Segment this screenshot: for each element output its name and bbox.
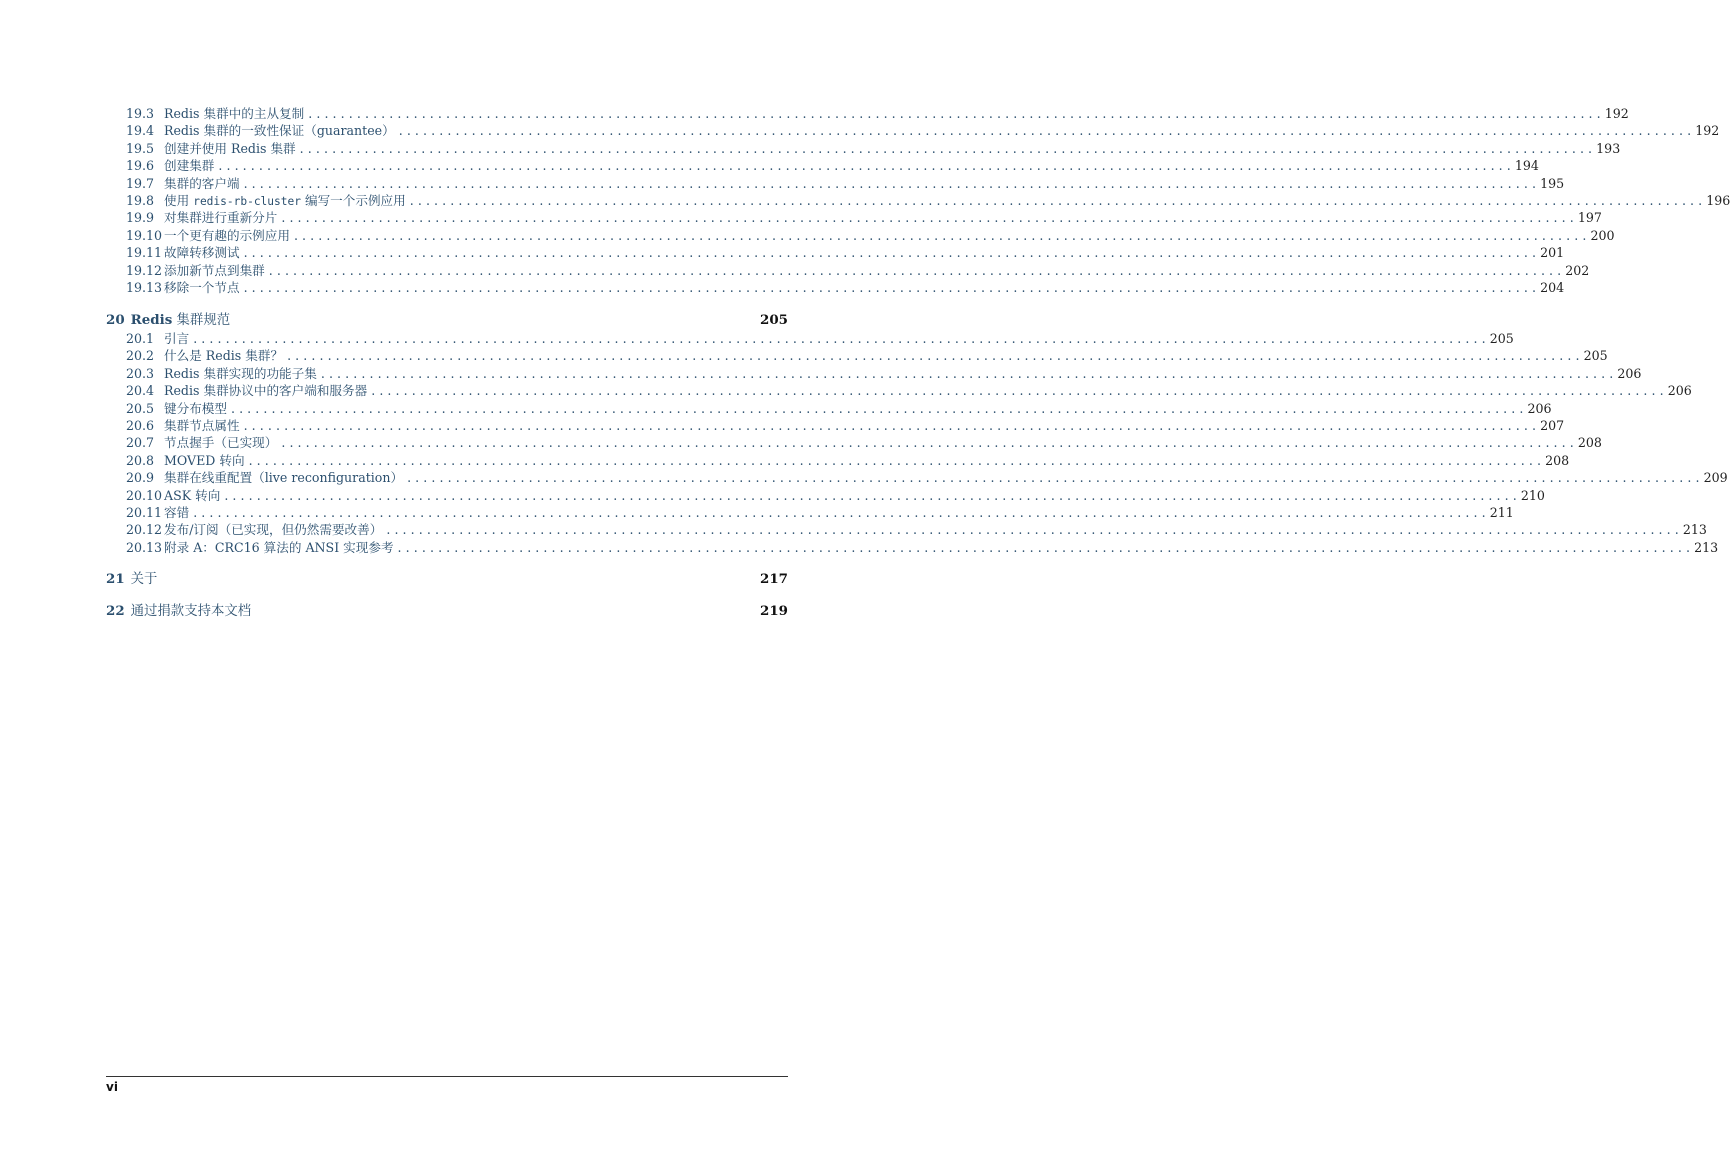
entry-title-code: redis-rb-cluster bbox=[193, 194, 301, 208]
toc-entry-20-3[interactable] bbox=[106, 365, 1642, 382]
toc-entry-20-2[interactable] bbox=[106, 347, 1608, 364]
chapter-title: 通过捐款支持本文档 bbox=[130, 604, 252, 619]
entry-page: 204 bbox=[1540, 279, 1565, 295]
toc-entry-20-7[interactable] bbox=[106, 434, 1602, 451]
dot-leader: ................................................................................................................................................................ bbox=[248, 452, 1546, 468]
entry-number: 20.2 bbox=[126, 348, 155, 364]
entry-title: 什么是 Redis 集群？ bbox=[164, 348, 284, 364]
entry-page: 200 bbox=[1590, 227, 1615, 243]
toc-entry-19-11[interactable] bbox=[106, 244, 1565, 261]
toc-chapter-21 bbox=[106, 570, 788, 588]
toc-section-19 bbox=[106, 105, 1730, 296]
entry-title: MOVED 转向 bbox=[164, 452, 245, 468]
entry-number: 19.13 bbox=[126, 279, 163, 295]
toc-entry-19-3[interactable] bbox=[106, 105, 1629, 122]
entry-title: Redis 集群协议中的客户端和服务器 bbox=[164, 383, 368, 399]
dot-leader: ................................................................................................................................................................ bbox=[293, 227, 1591, 243]
entry-title: 移除一个节点 bbox=[164, 279, 240, 295]
chapter-title-rest: 集群规范 bbox=[172, 313, 231, 328]
dot-leader: ................................................................................................................................................................ bbox=[308, 106, 1605, 121]
entry-number: 19.9 bbox=[126, 210, 155, 226]
chapter-number: 22 bbox=[106, 603, 125, 619]
entry-page: 210 bbox=[1520, 487, 1545, 503]
toc-entry-19-5[interactable] bbox=[106, 140, 1621, 157]
entry-page: 197 bbox=[1577, 210, 1602, 226]
entry-page: 195 bbox=[1540, 175, 1565, 191]
toc-entry-19-4[interactable] bbox=[106, 122, 1720, 139]
footer-page-number: vi bbox=[106, 1080, 118, 1094]
entry-title-post: 编写一个示例应用 bbox=[300, 192, 406, 208]
entry-page: 208 bbox=[1545, 452, 1570, 468]
entry-page: 206 bbox=[1527, 400, 1552, 416]
dot-leader: ................................................................................................................................................................ bbox=[371, 383, 1668, 399]
dot-leader: ................................................................................................................................................................ bbox=[281, 435, 1578, 451]
entry-title: 集群在线重配置（live reconfiguration） bbox=[164, 470, 404, 486]
entry-page: 202 bbox=[1565, 262, 1590, 278]
entry-title: 附录 A：CRC16 算法的 ANSI 实现参考 bbox=[164, 539, 394, 555]
entry-title: 集群的客户端 bbox=[164, 175, 240, 191]
entry-title: 添加新节点到集群 bbox=[164, 262, 265, 278]
entry-number: 19.6 bbox=[126, 158, 155, 174]
entry-title: 集群节点属性 bbox=[164, 417, 240, 433]
dot-leader: ................................................................................................................................................................ bbox=[268, 262, 1566, 278]
dot-leader: ................................................................................................................................................................ bbox=[243, 175, 1541, 191]
chapter-title-bold: Redis bbox=[130, 312, 173, 328]
entry-number: 20.5 bbox=[126, 400, 155, 416]
toc-chapter-22 bbox=[106, 602, 788, 620]
toc-entry-20-6[interactable] bbox=[106, 417, 1565, 434]
toc-entry-19-7[interactable] bbox=[106, 175, 1565, 192]
entry-page: 196 bbox=[1706, 192, 1730, 208]
entry-title: 节点握手（已实现） bbox=[164, 435, 278, 451]
toc-entry-20-8[interactable] bbox=[106, 452, 1570, 469]
toc-entry-20-1[interactable] bbox=[106, 330, 1514, 347]
entry-page: 193 bbox=[1596, 140, 1621, 156]
dot-leader: ................................................................................................................................................................ bbox=[193, 504, 1490, 520]
chapter-page: 205 bbox=[760, 312, 788, 328]
entry-page: 208 bbox=[1577, 435, 1602, 451]
entry-number: 20.8 bbox=[126, 452, 155, 468]
entry-page: 201 bbox=[1540, 245, 1565, 261]
dot-leader: ................................................................................................................................................................ bbox=[230, 400, 1528, 416]
entry-title: 键分布模型 bbox=[164, 400, 227, 416]
entry-number: 19.12 bbox=[126, 262, 163, 278]
dot-leader: ................................................................................................................................................................ bbox=[224, 487, 1521, 503]
chapter-title: 关于 bbox=[130, 572, 158, 587]
entry-title: Redis 集群中的主从复制 bbox=[164, 106, 305, 121]
toc-entry-20-5[interactable] bbox=[106, 400, 1552, 417]
toc-entry-20-10[interactable] bbox=[106, 487, 1545, 504]
chapter-heading-22[interactable] bbox=[106, 602, 788, 620]
entry-number: 19.11 bbox=[126, 245, 163, 261]
chapter-number: 20 bbox=[106, 312, 125, 328]
dot-leader: ................................................................................................................................................................ bbox=[218, 158, 1515, 174]
dot-leader: ................................................................................................................................................................ bbox=[407, 470, 1704, 486]
chapter-title bbox=[131, 311, 760, 330]
entry-title: ASK 转向 bbox=[164, 487, 221, 503]
toc-entry-19-13[interactable] bbox=[106, 279, 1565, 296]
toc-chapter-20 bbox=[106, 311, 788, 329]
toc-section-20 bbox=[106, 330, 1728, 556]
toc-entry-20-9[interactable] bbox=[106, 469, 1728, 486]
entry-title: 故障转移测试 bbox=[164, 245, 240, 261]
entry-page: 192 bbox=[1695, 123, 1720, 139]
entry-number: 20.6 bbox=[126, 417, 155, 433]
entry-number: 19.5 bbox=[126, 140, 155, 156]
entry-number: 19.8 bbox=[126, 192, 155, 208]
entry-page: 194 bbox=[1514, 158, 1539, 174]
chapter-page: 217 bbox=[760, 571, 788, 587]
entry-page: 213 bbox=[1682, 522, 1707, 538]
entry-page: 205 bbox=[1583, 348, 1608, 364]
entry-number: 20.9 bbox=[126, 470, 155, 486]
dot-leader: ................................................................................................................................................................ bbox=[287, 348, 1584, 364]
toc-entry-19-6[interactable] bbox=[106, 157, 1539, 174]
chapter-number: 21 bbox=[106, 571, 125, 587]
entry-page: 192 bbox=[1604, 106, 1629, 121]
toc-entry-19-10[interactable] bbox=[106, 227, 1615, 244]
toc-entry-20-13[interactable] bbox=[106, 539, 1719, 556]
entry-number: 20.11 bbox=[126, 504, 163, 520]
entry-title: 创建集群 bbox=[164, 158, 215, 174]
entry-title: Redis 集群实现的功能子集 bbox=[164, 365, 317, 381]
entry-page: 207 bbox=[1540, 417, 1565, 433]
entry-title bbox=[164, 192, 410, 210]
entry-number: 19.4 bbox=[126, 123, 155, 139]
entry-title-pre: 使用 bbox=[164, 192, 194, 208]
dot-leader: ................................................................................................................................................................ bbox=[320, 365, 1618, 381]
entry-number: 20.7 bbox=[126, 435, 155, 451]
entry-number: 20.3 bbox=[126, 365, 155, 381]
entry-title: 容错 bbox=[164, 504, 190, 520]
dot-leader: ................................................................................................................................................................ bbox=[299, 140, 1597, 156]
entry-number: 20.13 bbox=[126, 539, 163, 555]
entry-page: 209 bbox=[1703, 470, 1728, 486]
entry-number: 20.10 bbox=[126, 487, 163, 503]
toc-entry-20-11[interactable] bbox=[106, 504, 1514, 521]
dot-leader: ................................................................................................................................................................ bbox=[281, 210, 1578, 226]
entry-page: 205 bbox=[1489, 331, 1514, 346]
footer-rule bbox=[106, 1076, 788, 1077]
entry-number: 20.12 bbox=[126, 522, 163, 538]
entry-title: 发布/订阅（已实现，但仍然需要改善） bbox=[164, 522, 383, 538]
entry-number: 20.1 bbox=[126, 331, 155, 346]
dot-leader: ................................................................................................................................................................ bbox=[386, 522, 1683, 538]
entry-page: 213 bbox=[1694, 539, 1719, 555]
toc-entry-19-12[interactable] bbox=[106, 262, 1590, 279]
toc-entry-20-4[interactable] bbox=[106, 382, 1692, 399]
toc-entry-19-8[interactable] bbox=[106, 192, 1730, 209]
chapter-heading-20[interactable] bbox=[106, 311, 788, 329]
toc-entry-20-12[interactable] bbox=[106, 521, 1707, 538]
dot-leader: ................................................................................................................................................................ bbox=[397, 539, 1695, 555]
chapter-page: 219 bbox=[760, 603, 788, 619]
entry-page: 206 bbox=[1667, 383, 1692, 399]
dot-leader: ................................................................................................................................................................ bbox=[193, 331, 1490, 346]
dot-leader: ................................................................................................................................................................ bbox=[409, 192, 1707, 208]
entry-number: 19.3 bbox=[126, 106, 155, 121]
dot-leader: ................................................................................................................................................................ bbox=[243, 279, 1541, 295]
entry-number: 20.4 bbox=[126, 383, 155, 399]
dot-leader: ................................................................................................................................................................ bbox=[243, 245, 1541, 261]
dot-leader: ................................................................................................................................................................ bbox=[398, 123, 1696, 139]
entry-number: 19.10 bbox=[126, 227, 163, 243]
entry-title: 一个更有趣的示例应用 bbox=[164, 227, 290, 243]
entry-page: 211 bbox=[1489, 504, 1514, 520]
entry-title: 对集群进行重新分片 bbox=[164, 210, 278, 226]
dot-leader: ................................................................................................................................................................ bbox=[243, 417, 1541, 433]
chapter-heading-21[interactable] bbox=[106, 570, 788, 588]
entry-page: 206 bbox=[1617, 365, 1642, 381]
entry-title: 创建并使用 Redis 集群 bbox=[164, 140, 296, 156]
entry-title: 引言 bbox=[164, 331, 190, 346]
entry-title: Redis 集群的一致性保证（guarantee） bbox=[164, 123, 395, 139]
toc-entry-19-9[interactable] bbox=[106, 209, 1602, 226]
entry-number: 19.7 bbox=[126, 175, 155, 191]
